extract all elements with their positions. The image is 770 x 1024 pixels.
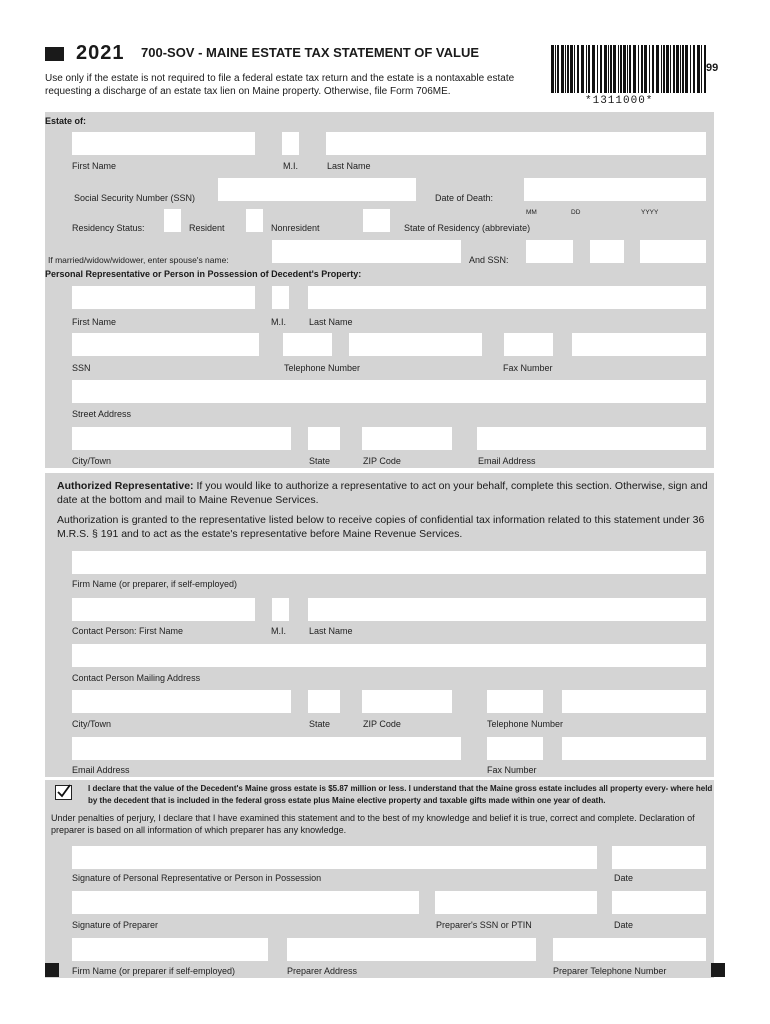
barcode-bar bbox=[557, 45, 559, 93]
barcode-bar bbox=[663, 45, 665, 93]
rep-city-field[interactable] bbox=[72, 427, 291, 450]
barcode-bar bbox=[610, 45, 612, 93]
spouse-name-label: If married/widow/widower, enter spouse's name: bbox=[48, 255, 229, 265]
barcode-bar bbox=[652, 45, 654, 93]
auth-contact-first-label: Contact Person: First Name bbox=[72, 626, 184, 636]
spouse-name-field[interactable] bbox=[272, 240, 461, 263]
auth-mailing-field[interactable] bbox=[72, 644, 706, 667]
auth-firm-name-field[interactable] bbox=[72, 551, 706, 574]
authorization-statement: Authorization is granted to the representative listed below to receive copies of confidential tax information related to this statement under 36 M.R.S. § 191 and to act as the estate's representative before Maine Revenue Services. bbox=[57, 514, 705, 540]
barcode-bar bbox=[618, 45, 619, 93]
auth-contact-mi-field[interactable] bbox=[272, 598, 289, 621]
rep-city-label: City/Town bbox=[72, 456, 112, 466]
estate-ssn-label: Social Security Number (SSN) bbox=[74, 193, 196, 203]
estate-first-name-label: First Name bbox=[72, 161, 117, 171]
auth-telephone-label: Telephone Number bbox=[487, 719, 564, 729]
rep-phone-area-field[interactable] bbox=[283, 333, 332, 356]
rep-phone-field[interactable] bbox=[349, 333, 482, 356]
barcode-bar bbox=[649, 45, 650, 93]
rep-street-label: Street Address bbox=[72, 409, 132, 419]
barcode-bar bbox=[600, 45, 602, 93]
authorized-intro-text: If you would like to authorize a representative to act on your behalf, complete this section. Otherwise, sign and date at the bottom and mail to Maine Revenue Services. bbox=[57, 480, 708, 506]
sig-preparer-date-label: Date bbox=[614, 920, 634, 930]
preparer-address-field[interactable] bbox=[287, 938, 536, 961]
auth-city-label: City/Town bbox=[72, 719, 112, 729]
auth-state-field[interactable] bbox=[308, 690, 340, 713]
barcode-bar bbox=[701, 45, 702, 93]
form-instruction: Use only if the estate is not required to file a federal estate tax return and the estate is a nontaxable estate requesting a discharge of an estate tax lien on Maine property. Otherwise, file Form 706ME. bbox=[45, 73, 515, 97]
rep-state-label: State bbox=[309, 456, 331, 466]
barcode-bar bbox=[592, 45, 595, 93]
barcode-bar bbox=[697, 45, 700, 93]
rep-last-name-label: Last Name bbox=[309, 317, 353, 327]
barcode-text: *1311000* bbox=[585, 95, 654, 107]
auth-state-label: State bbox=[309, 719, 331, 729]
corner-marker-top-left bbox=[45, 47, 64, 61]
barcode-bar bbox=[670, 45, 671, 93]
barcode-bar bbox=[588, 45, 590, 93]
corner-marker-bottom-right bbox=[711, 963, 725, 977]
rep-mi-field[interactable] bbox=[272, 286, 289, 309]
authorized-heading: Authorized Representative: bbox=[57, 480, 194, 492]
preparer-address-label: Preparer Address bbox=[287, 966, 358, 976]
barcode-bar bbox=[656, 45, 659, 93]
estate-last-name-field[interactable] bbox=[326, 132, 706, 155]
rep-street-field[interactable] bbox=[72, 380, 706, 403]
rep-state-field[interactable] bbox=[308, 427, 340, 450]
auth-fax-area-field[interactable] bbox=[487, 737, 543, 760]
sig-rep-date-label: Date bbox=[614, 873, 634, 883]
auth-zip-label: ZIP Code bbox=[363, 719, 401, 729]
auth-fax-label: Fax Number bbox=[487, 765, 537, 775]
barcode-bar bbox=[627, 45, 628, 93]
spouse-ssn-part1-field[interactable] bbox=[526, 240, 573, 263]
sig-preparer-label: Signature of Preparer bbox=[72, 920, 159, 930]
auth-contact-last-field[interactable] bbox=[308, 598, 706, 621]
preparer-firm-label: Firm Name (or preparer if self-employed) bbox=[72, 966, 236, 976]
rep-mi-label: M.I. bbox=[271, 317, 286, 327]
preparer-ssn-field[interactable] bbox=[435, 891, 597, 914]
rep-ssn-field[interactable] bbox=[72, 333, 259, 356]
rep-email-field[interactable] bbox=[477, 427, 706, 450]
estate-ssn-field[interactable] bbox=[218, 178, 416, 201]
barcode-bar bbox=[673, 45, 675, 93]
barcode-bar bbox=[555, 45, 556, 93]
spouse-ssn-part2-field[interactable] bbox=[590, 240, 624, 263]
resident-label: Resident bbox=[189, 223, 225, 233]
authorized-intro bbox=[57, 480, 717, 507]
barcode-bar bbox=[620, 45, 622, 93]
auth-phone-field[interactable] bbox=[562, 690, 706, 713]
barcode-bar bbox=[633, 45, 636, 93]
barcode bbox=[551, 45, 707, 95]
auth-email-field[interactable] bbox=[72, 737, 461, 760]
form-title: 700-SOV - MAINE ESTATE TAX STATEMENT OF VALUE bbox=[141, 45, 480, 60]
rep-email-label: Email Address bbox=[478, 456, 536, 466]
auth-contact-first-field[interactable] bbox=[72, 598, 255, 621]
residency-status-label: Residency Status: bbox=[72, 223, 145, 233]
barcode-bar bbox=[693, 45, 695, 93]
form-year: 2021 bbox=[76, 42, 125, 64]
corner-marker-bottom-left bbox=[45, 963, 59, 977]
barcode-bar bbox=[680, 45, 681, 93]
estate-heading: Estate of: bbox=[45, 116, 87, 126]
spouse-ssn-label: And SSN: bbox=[469, 255, 509, 265]
rep-zip-field[interactable] bbox=[362, 427, 452, 450]
rep-fax-field[interactable] bbox=[572, 333, 706, 356]
barcode-bar bbox=[685, 45, 688, 93]
barcode-bar bbox=[666, 45, 669, 93]
preparer-phone-field[interactable] bbox=[553, 938, 706, 961]
barcode-bar bbox=[641, 45, 643, 93]
barcode-bar bbox=[565, 45, 566, 93]
barcode-bar bbox=[577, 45, 579, 93]
rep-last-name-field[interactable] bbox=[308, 286, 706, 309]
perjury-statement: Under penalties of perjury, I declare that I have examined this statement and to the best of my knowledge and belief it is true, correct and complete. Declaration of preparer is based on all information of which preparer has any knowledge. bbox=[51, 813, 695, 835]
auth-fax-field[interactable] bbox=[562, 737, 706, 760]
barcode-bar bbox=[574, 45, 575, 93]
date-of-death-field[interactable] bbox=[524, 178, 706, 201]
barcode-bar bbox=[638, 45, 639, 93]
barcode-bar bbox=[586, 45, 587, 93]
barcode-bar bbox=[570, 45, 573, 93]
rep-fax-label: Fax Number bbox=[503, 363, 553, 373]
estate-first-name-field[interactable] bbox=[72, 132, 255, 155]
barcode-bar bbox=[581, 45, 584, 93]
checkmark-icon bbox=[55, 783, 72, 800]
auth-contact-mi-label: M.I. bbox=[271, 626, 286, 636]
auth-phone-area-field[interactable] bbox=[487, 690, 543, 713]
auth-firm-name-label: Firm Name (or preparer, if self-employed) bbox=[72, 579, 238, 589]
auth-mailing-label: Contact Person Mailing Address bbox=[72, 673, 201, 683]
state-of-residency-label: State of Residency (abbreviate) bbox=[404, 223, 531, 233]
rep-telephone-label: Telephone Number bbox=[284, 363, 361, 373]
barcode-bar bbox=[661, 45, 662, 93]
auth-email-label: Email Address bbox=[72, 765, 130, 775]
auth-zip-field[interactable] bbox=[362, 690, 452, 713]
barcode-bar bbox=[604, 45, 607, 93]
sig-preparer-field[interactable] bbox=[72, 891, 419, 914]
spouse-ssn-part3-field[interactable] bbox=[640, 240, 706, 263]
rep-zip-label: ZIP Code bbox=[363, 456, 401, 466]
auth-city-field[interactable] bbox=[72, 690, 291, 713]
dod-mm-label: MM bbox=[526, 209, 537, 216]
sig-rep-label: Signature of Personal Representative or Person in Possession bbox=[72, 873, 322, 883]
state-of-residency-field[interactable] bbox=[363, 209, 390, 232]
barcode-bar bbox=[567, 45, 569, 93]
barcode-bar bbox=[613, 45, 616, 93]
preparer-phone-label: Preparer Telephone Number bbox=[553, 966, 667, 976]
rep-ssn-label: SSN bbox=[72, 363, 91, 373]
page-code: 99 bbox=[706, 62, 719, 74]
sig-rep-field[interactable] bbox=[72, 846, 597, 869]
date-of-death-label: Date of Death: bbox=[435, 193, 494, 203]
barcode-bar bbox=[690, 45, 691, 93]
estate-mi-field[interactable] bbox=[282, 132, 299, 155]
barcode-bar bbox=[682, 45, 684, 93]
nonresident-label: Nonresident bbox=[271, 223, 320, 233]
value-declaration-text: I declare that the value of the Decedent's Maine gross estate is $5.87 million or less. I understand that the Maine gross estate includes all property every- where held by the decedent that is included in the federal gross estate plus Maine elective property and taxable gifts made within one year of death. bbox=[88, 784, 713, 805]
barcode-bar bbox=[676, 45, 679, 93]
representative-heading: Personal Representative or Person in Possession of Decedent's Property: bbox=[45, 269, 362, 279]
barcode-bar bbox=[551, 45, 554, 93]
rep-fax-area-field[interactable] bbox=[504, 333, 553, 356]
sig-rep-date-field[interactable] bbox=[612, 846, 706, 869]
barcode-bar bbox=[608, 45, 609, 93]
barcode-bar bbox=[629, 45, 631, 93]
nonresident-checkbox[interactable] bbox=[246, 209, 263, 232]
preparer-ssn-label: Preparer's SSN or PTIN bbox=[436, 920, 532, 930]
barcode-bar bbox=[644, 45, 647, 93]
dod-yyyy-label: YYYY bbox=[641, 209, 659, 216]
resident-checkbox[interactable] bbox=[164, 209, 181, 232]
barcode-bar bbox=[597, 45, 598, 93]
barcode-bar bbox=[623, 45, 626, 93]
auth-contact-last-label: Last Name bbox=[309, 626, 353, 636]
sig-preparer-date-field[interactable] bbox=[612, 891, 706, 914]
rep-first-name-label: First Name bbox=[72, 317, 117, 327]
estate-mi-label: M.I. bbox=[283, 161, 298, 171]
estate-last-name-label: Last Name bbox=[327, 161, 371, 171]
dod-dd-label: DD bbox=[571, 209, 581, 216]
barcode-bar bbox=[561, 45, 564, 93]
preparer-firm-field[interactable] bbox=[72, 938, 268, 961]
value-declaration-checkbox[interactable] bbox=[55, 785, 72, 800]
rep-first-name-field[interactable] bbox=[72, 286, 255, 309]
